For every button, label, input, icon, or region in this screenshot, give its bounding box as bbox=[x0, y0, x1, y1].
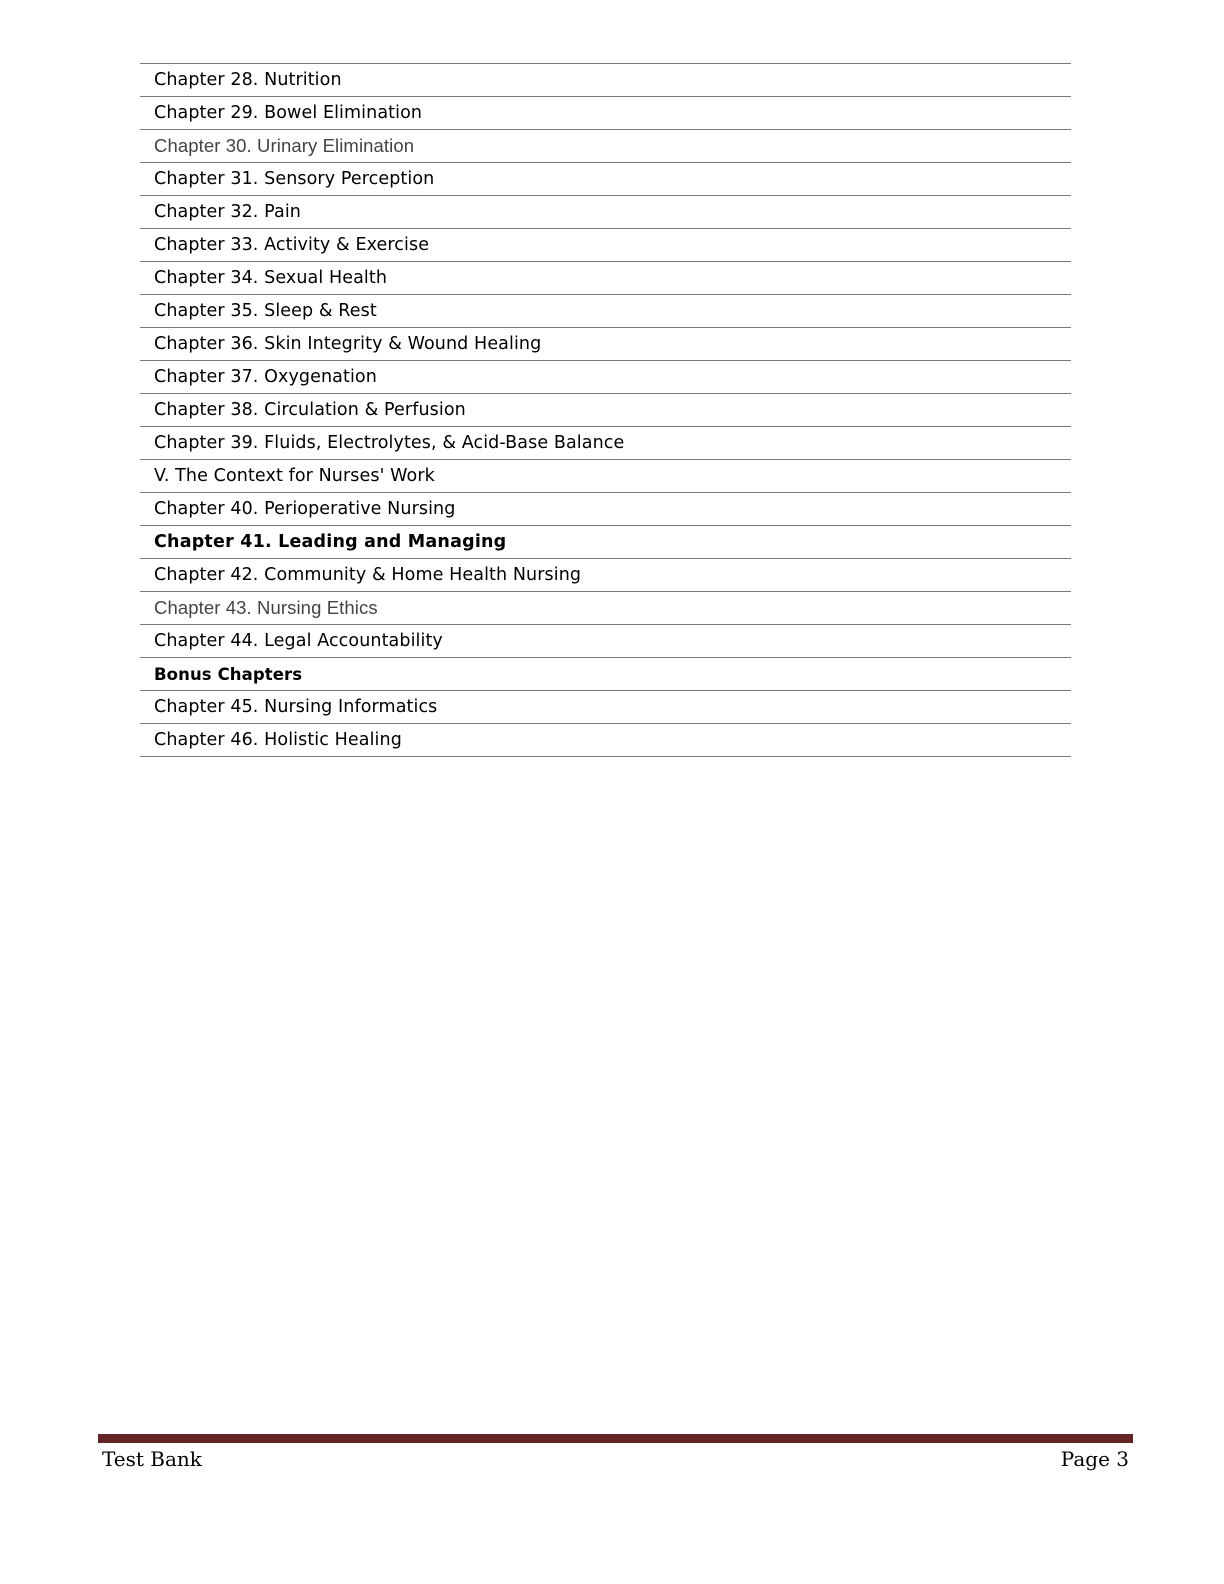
toc-row bbox=[140, 394, 1071, 427]
toc-row bbox=[140, 493, 1071, 526]
toc-row bbox=[140, 592, 1071, 625]
toc-entry-label: Chapter 42. Community & Home Health Nursing bbox=[154, 565, 582, 585]
toc-entry-label: Chapter 46. Holistic Healing bbox=[154, 730, 402, 750]
toc-row bbox=[140, 724, 1071, 757]
toc-entry-label: Chapter 40. Perioperative Nursing bbox=[154, 499, 456, 519]
toc-entry-label: Chapter 43. Nursing Ethics bbox=[154, 597, 378, 618]
toc-section-label: V. The Context for Nurses' Work bbox=[154, 466, 435, 486]
toc-entry-label: Chapter 35. Sleep & Rest bbox=[154, 301, 377, 321]
toc-row bbox=[140, 64, 1071, 97]
footer-divider bbox=[98, 1434, 1133, 1443]
toc-section-label: Bonus Chapters bbox=[154, 664, 303, 684]
toc-entry-label: Chapter 32. Pain bbox=[154, 202, 301, 222]
footer-title: Test Bank bbox=[102, 1447, 202, 1471]
toc-row bbox=[140, 427, 1071, 460]
toc-entry-label: Chapter 36. Skin Integrity & Wound Healing bbox=[154, 334, 542, 354]
toc-entry-label: Chapter 34. Sexual Health bbox=[154, 268, 388, 288]
table-of-contents bbox=[140, 63, 1071, 757]
toc-row bbox=[140, 130, 1071, 163]
toc-entry-label: Chapter 33. Activity & Exercise bbox=[154, 235, 430, 255]
toc-entry-label: Chapter 39. Fluids, Electrolytes, & Acid-Base Balance bbox=[154, 433, 625, 453]
toc-entry-label: Chapter 38. Circulation & Perfusion bbox=[154, 400, 466, 420]
toc-row bbox=[140, 97, 1071, 130]
page-number: Page 3 bbox=[1060, 1447, 1129, 1471]
toc-entry-label: Chapter 29. Bowel Elimination bbox=[154, 103, 423, 123]
toc-row bbox=[140, 196, 1071, 229]
toc-entry-label: Chapter 30. Urinary Elimination bbox=[154, 135, 415, 156]
toc-row bbox=[140, 691, 1071, 724]
toc-entry-label: Chapter 31. Sensory Perception bbox=[154, 169, 435, 189]
toc-row bbox=[140, 328, 1071, 361]
toc-entry-label: Chapter 37. Oxygenation bbox=[154, 367, 377, 387]
toc-entry-label: Chapter 45. Nursing Informatics bbox=[154, 697, 438, 717]
toc-row bbox=[140, 229, 1071, 262]
toc-row bbox=[140, 559, 1071, 592]
toc-row bbox=[140, 163, 1071, 196]
toc-entry-label: Chapter 44. Legal Accountability bbox=[154, 631, 443, 651]
toc-row bbox=[140, 625, 1071, 658]
toc-row bbox=[140, 295, 1071, 328]
toc-row bbox=[140, 526, 1071, 559]
toc-row bbox=[140, 262, 1071, 295]
toc-entry-label: Chapter 28. Nutrition bbox=[154, 70, 342, 90]
toc-section-row bbox=[140, 658, 1071, 691]
toc-entry-label: Chapter 41. Leading and Managing bbox=[154, 532, 507, 552]
toc-row bbox=[140, 361, 1071, 394]
toc-section-row bbox=[140, 460, 1071, 493]
